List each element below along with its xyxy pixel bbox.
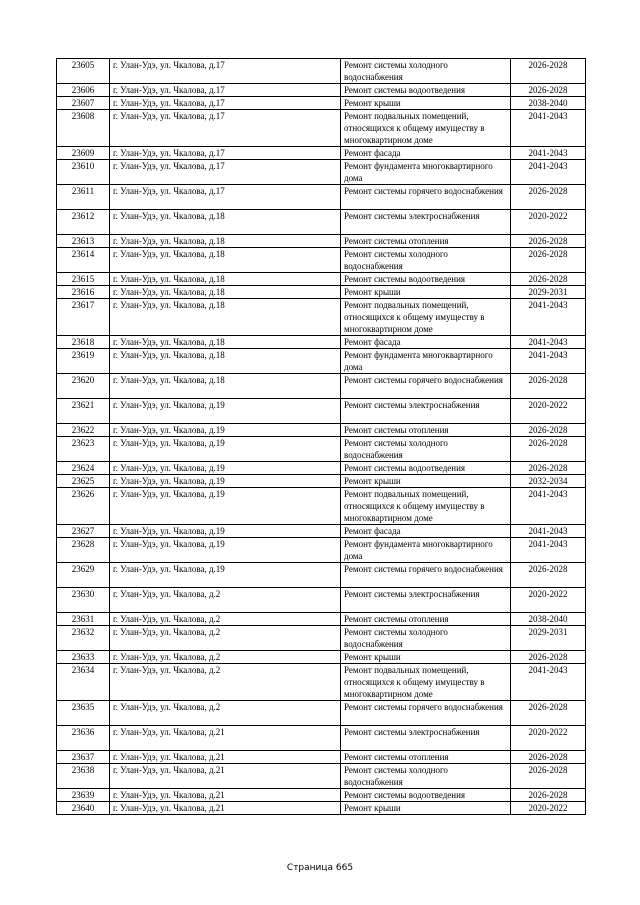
period-cell: 2041-2043 <box>511 160 586 185</box>
period-cell: 2026-2028 <box>511 273 586 286</box>
period-cell: 2041-2043 <box>511 349 586 374</box>
table-row <box>57 210 586 235</box>
work-type-cell: Ремонт системы водоотведения <box>341 273 511 286</box>
work-type-cell: Ремонт крыши <box>341 802 511 815</box>
row-number-cell: 23639 <box>57 789 110 802</box>
period-cell: 2029-2031 <box>511 626 586 651</box>
address-cell: г. Улан-Удэ, ул. Чкалова, д.2 <box>110 651 341 664</box>
row-number-cell: 23605 <box>57 59 110 84</box>
address-cell: г. Улан-Удэ, ул. Чкалова, д.17 <box>110 147 341 160</box>
row-number-cell: 23608 <box>57 110 110 147</box>
period-cell: 2026-2028 <box>511 235 586 248</box>
work-type-cell: Ремонт системы отопления <box>341 613 511 626</box>
address-cell: г. Улан-Удэ, ул. Чкалова, д.18 <box>110 299 341 336</box>
table-row <box>57 588 586 613</box>
period-cell: 2041-2043 <box>511 538 586 563</box>
work-type-cell: Ремонт подвальных помещений, относящихся к общему имуществу в многоквартирном доме <box>341 110 511 147</box>
row-number-cell: 23617 <box>57 299 110 336</box>
address-cell: г. Улан-Удэ, ул. Чкалова, д.18 <box>110 286 341 299</box>
address-cell: г. Улан-Удэ, ул. Чкалова, д.2 <box>110 626 341 651</box>
address-cell: г. Улан-Удэ, ул. Чкалова, д.19 <box>110 488 341 525</box>
period-cell: 2026-2028 <box>511 374 586 399</box>
address-cell: г. Улан-Удэ, ул. Чкалова, д.18 <box>110 210 341 235</box>
work-type-cell: Ремонт системы холодного водоснабжения <box>341 437 511 462</box>
work-type-cell: Ремонт системы горячего водоснабжения <box>341 563 511 588</box>
table-row <box>57 97 586 110</box>
row-number-cell: 23635 <box>57 701 110 726</box>
work-type-cell: Ремонт системы отопления <box>341 751 511 764</box>
table-row <box>57 613 586 626</box>
work-type-cell: Ремонт системы водоотведения <box>341 462 511 475</box>
table-row <box>57 286 586 299</box>
table-row <box>57 751 586 764</box>
work-type-cell: Ремонт системы электроснабжения <box>341 588 511 613</box>
address-cell: г. Улан-Удэ, ул. Чкалова, д.18 <box>110 336 341 349</box>
period-cell: 2041-2043 <box>511 110 586 147</box>
work-type-cell: Ремонт крыши <box>341 97 511 110</box>
period-cell: 2026-2028 <box>511 437 586 462</box>
row-number-cell: 23610 <box>57 160 110 185</box>
period-cell: 2026-2028 <box>511 59 586 84</box>
row-number-cell: 23625 <box>57 475 110 488</box>
table-row <box>57 336 586 349</box>
table-row <box>57 563 586 588</box>
table-row <box>57 59 586 84</box>
period-cell: 2026-2028 <box>511 651 586 664</box>
address-cell: г. Улан-Удэ, ул. Чкалова, д.17 <box>110 160 341 185</box>
table-body <box>57 59 586 815</box>
row-number-cell: 23633 <box>57 651 110 664</box>
address-cell: г. Улан-Удэ, ул. Чкалова, д.21 <box>110 789 341 802</box>
address-cell: г. Улан-Удэ, ул. Чкалова, д.21 <box>110 802 341 815</box>
period-cell: 2026-2028 <box>511 462 586 475</box>
row-number-cell: 23638 <box>57 764 110 789</box>
row-number-cell: 23637 <box>57 751 110 764</box>
row-number-cell: 23629 <box>57 563 110 588</box>
row-number-cell: 23623 <box>57 437 110 462</box>
row-number-cell: 23607 <box>57 97 110 110</box>
row-number-cell: 23619 <box>57 349 110 374</box>
address-cell: г. Улан-Удэ, ул. Чкалова, д.18 <box>110 248 341 273</box>
work-type-cell: Ремонт фасада <box>341 336 511 349</box>
work-type-cell: Ремонт системы горячего водоснабжения <box>341 701 511 726</box>
row-number-cell: 23640 <box>57 802 110 815</box>
table-row <box>57 399 586 424</box>
table-row <box>57 160 586 185</box>
table-row <box>57 626 586 651</box>
period-cell: 2026-2028 <box>511 764 586 789</box>
period-cell: 2041-2043 <box>511 147 586 160</box>
period-cell: 2041-2043 <box>511 336 586 349</box>
repair-schedule-table <box>56 58 586 815</box>
table-row <box>57 185 586 210</box>
period-cell: 2020-2022 <box>511 802 586 815</box>
row-number-cell: 23616 <box>57 286 110 299</box>
period-cell: 2020-2022 <box>511 726 586 751</box>
row-number-cell: 23615 <box>57 273 110 286</box>
row-number-cell: 23613 <box>57 235 110 248</box>
address-cell: г. Улан-Удэ, ул. Чкалова, д.17 <box>110 110 341 147</box>
page-number: Страница 665 <box>286 863 354 873</box>
table-row <box>57 651 586 664</box>
table-row <box>57 374 586 399</box>
work-type-cell: Ремонт крыши <box>341 651 511 664</box>
work-type-cell: Ремонт крыши <box>341 475 511 488</box>
address-cell: г. Улан-Удэ, ул. Чкалова, д.19 <box>110 437 341 462</box>
work-type-cell: Ремонт системы водоотведения <box>341 789 511 802</box>
table-row <box>57 701 586 726</box>
work-type-cell: Ремонт подвальных помещений, относящихся к общему имуществу в многоквартирном доме <box>341 488 511 525</box>
period-cell: 2026-2028 <box>511 563 586 588</box>
table-row <box>57 488 586 525</box>
row-number-cell: 23606 <box>57 84 110 97</box>
work-type-cell: Ремонт фасада <box>341 147 511 160</box>
period-cell: 2041-2043 <box>511 664 586 701</box>
table-row <box>57 475 586 488</box>
period-cell: 2038-2040 <box>511 613 586 626</box>
address-cell: г. Улан-Удэ, ул. Чкалова, д.17 <box>110 84 341 97</box>
address-cell: г. Улан-Удэ, ул. Чкалова, д.17 <box>110 185 341 210</box>
row-number-cell: 23622 <box>57 424 110 437</box>
address-cell: г. Улан-Удэ, ул. Чкалова, д.21 <box>110 726 341 751</box>
work-type-cell: Ремонт системы электроснабжения <box>341 399 511 424</box>
row-number-cell: 23634 <box>57 664 110 701</box>
period-cell: 2020-2022 <box>511 588 586 613</box>
period-cell: 2041-2043 <box>511 525 586 538</box>
row-number-cell: 23630 <box>57 588 110 613</box>
address-cell: г. Улан-Удэ, ул. Чкалова, д.19 <box>110 538 341 563</box>
table-row <box>57 437 586 462</box>
period-cell: 2026-2028 <box>511 84 586 97</box>
work-type-cell: Ремонт системы холодного водоснабжения <box>341 248 511 273</box>
row-number-cell: 23614 <box>57 248 110 273</box>
address-cell: г. Улан-Удэ, ул. Чкалова, д.19 <box>110 399 341 424</box>
row-number-cell: 23618 <box>57 336 110 349</box>
address-cell: г. Улан-Удэ, ул. Чкалова, д.18 <box>110 349 341 374</box>
row-number-cell: 23612 <box>57 210 110 235</box>
row-number-cell: 23611 <box>57 185 110 210</box>
row-number-cell: 23620 <box>57 374 110 399</box>
period-cell: 2032-2034 <box>511 475 586 488</box>
table-row <box>57 462 586 475</box>
period-cell: 2026-2028 <box>511 789 586 802</box>
table-row <box>57 235 586 248</box>
row-number-cell: 23631 <box>57 613 110 626</box>
work-type-cell: Ремонт системы электроснабжения <box>341 726 511 751</box>
row-number-cell: 23628 <box>57 538 110 563</box>
table-row <box>57 664 586 701</box>
work-type-cell: Ремонт системы водоотведения <box>341 84 511 97</box>
work-type-cell: Ремонт системы отопления <box>341 424 511 437</box>
table-row <box>57 273 586 286</box>
address-cell: г. Улан-Удэ, ул. Чкалова, д.21 <box>110 764 341 789</box>
table-row <box>57 538 586 563</box>
work-type-cell: Ремонт подвальных помещений, относящихся к общему имуществу в многоквартирном доме <box>341 664 511 701</box>
table-row <box>57 110 586 147</box>
row-number-cell: 23624 <box>57 462 110 475</box>
table-row <box>57 248 586 273</box>
address-cell: г. Улан-Удэ, ул. Чкалова, д.17 <box>110 97 341 110</box>
table-row <box>57 802 586 815</box>
address-cell: г. Улан-Удэ, ул. Чкалова, д.21 <box>110 751 341 764</box>
work-type-cell: Ремонт системы горячего водоснабжения <box>341 185 511 210</box>
work-type-cell: Ремонт фасада <box>341 525 511 538</box>
table-row <box>57 424 586 437</box>
address-cell: г. Улан-Удэ, ул. Чкалова, д.19 <box>110 525 341 538</box>
row-number-cell: 23636 <box>57 726 110 751</box>
table-row <box>57 349 586 374</box>
address-cell: г. Улан-Удэ, ул. Чкалова, д.2 <box>110 613 341 626</box>
work-type-cell: Ремонт системы электроснабжения <box>341 210 511 235</box>
period-cell: 2026-2028 <box>511 751 586 764</box>
address-cell: г. Улан-Удэ, ул. Чкалова, д.2 <box>110 664 341 701</box>
row-number-cell: 23632 <box>57 626 110 651</box>
period-cell: 2041-2043 <box>511 488 586 525</box>
work-type-cell: Ремонт подвальных помещений, относящихся к общему имуществу в многоквартирном доме <box>341 299 511 336</box>
address-cell: г. Улан-Удэ, ул. Чкалова, д.19 <box>110 563 341 588</box>
period-cell: 2026-2028 <box>511 185 586 210</box>
table-row <box>57 525 586 538</box>
row-number-cell: 23626 <box>57 488 110 525</box>
work-type-cell: Ремонт крыши <box>341 286 511 299</box>
table-row <box>57 84 586 97</box>
work-type-cell: Ремонт фундамента многоквартирного дома <box>341 160 511 185</box>
table-row <box>57 726 586 751</box>
address-cell: г. Улан-Удэ, ул. Чкалова, д.19 <box>110 462 341 475</box>
work-type-cell: Ремонт системы холодного водоснабжения <box>341 626 511 651</box>
address-cell: г. Улан-Удэ, ул. Чкалова, д.18 <box>110 273 341 286</box>
work-type-cell: Ремонт фундамента многоквартирного дома <box>341 538 511 563</box>
period-cell: 2020-2022 <box>511 210 586 235</box>
table-row <box>57 147 586 160</box>
work-type-cell: Ремонт системы отопления <box>341 235 511 248</box>
table-row <box>57 789 586 802</box>
row-number-cell: 23627 <box>57 525 110 538</box>
table-row <box>57 764 586 789</box>
address-cell: г. Улан-Удэ, ул. Чкалова, д.17 <box>110 59 341 84</box>
address-cell: г. Улан-Удэ, ул. Чкалова, д.2 <box>110 588 341 613</box>
work-type-cell: Ремонт системы горячего водоснабжения <box>341 374 511 399</box>
work-type-cell: Ремонт фундамента многоквартирного дома <box>341 349 511 374</box>
address-cell: г. Улан-Удэ, ул. Чкалова, д.2 <box>110 701 341 726</box>
row-number-cell: 23621 <box>57 399 110 424</box>
work-type-cell: Ремонт системы холодного водоснабжения <box>341 764 511 789</box>
period-cell: 2029-2031 <box>511 286 586 299</box>
period-cell: 2026-2028 <box>511 701 586 726</box>
row-number-cell: 23609 <box>57 147 110 160</box>
work-type-cell: Ремонт системы холодного водоснабжения <box>341 59 511 84</box>
period-cell: 2041-2043 <box>511 299 586 336</box>
address-cell: г. Улан-Удэ, ул. Чкалова, д.19 <box>110 475 341 488</box>
address-cell: г. Улан-Удэ, ул. Чкалова, д.18 <box>110 374 341 399</box>
address-cell: г. Улан-Удэ, ул. Чкалова, д.18 <box>110 235 341 248</box>
table-row <box>57 299 586 336</box>
address-cell: г. Улан-Удэ, ул. Чкалова, д.19 <box>110 424 341 437</box>
period-cell: 2026-2028 <box>511 424 586 437</box>
period-cell: 2038-2040 <box>511 97 586 110</box>
period-cell: 2026-2028 <box>511 248 586 273</box>
period-cell: 2020-2022 <box>511 399 586 424</box>
